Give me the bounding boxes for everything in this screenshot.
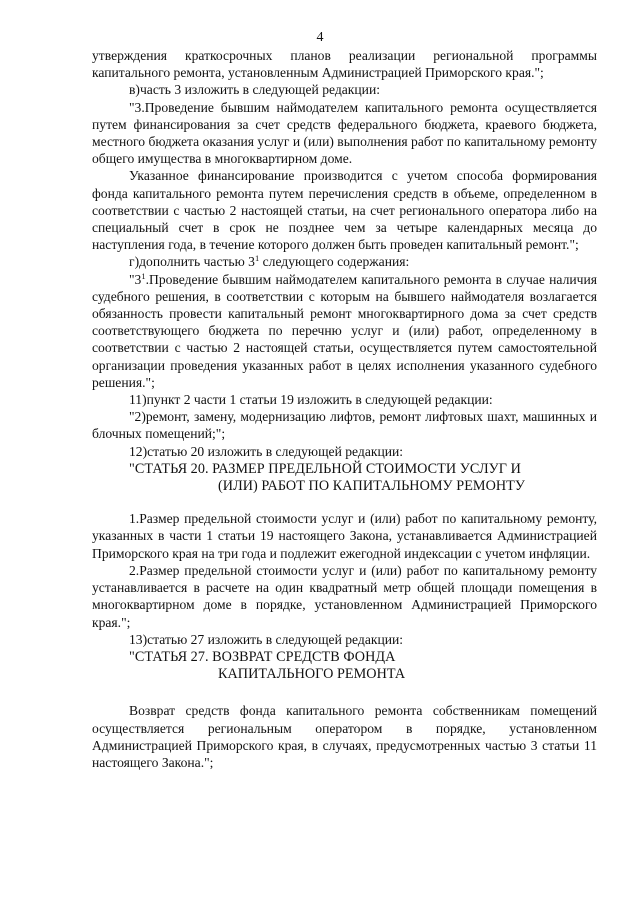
paragraph: Указанное финансирование производится с учетом способа формирования фонда капитального ремонта путем перечисления средств в объеме, определенном в соответствии с частью 2 настоящей статьи, на счет регионального оператора либо на специальный счет в срок не позднее чем за четыре календарных месяца до наступления года, в течение которого должен быть проведен капитальный ремонт."; (92, 168, 597, 253)
paragraph-text: .Проведение бывшим наймодателем капитального ремонта в случае наличия судебного решения, в соответствии с которым на бывшего наймодателя возлагается обязанность провести капитальный ремонт многоквартирного дома за счет средств соответствующего бюджета по перечню услуг и (или) работ, определенному в соответствии с частью 2 настоящей статьи, осуществляется путем самостоятельной организации проведения указанных работ в целях исполнения указанного судебного решения."; (92, 271, 597, 390)
paragraph: "2)ремонт, замену, модернизацию лифтов, ремонт лифтовых шахт, машинных и блочных помещений;"; (92, 409, 597, 442)
paragraph: 2.Размер предельной стоимости услуг и (или) работ по капитальному ремонту устанавливается в расчете на один квадратный метр общей площади помещения в многоквартирном доме в порядке, установленном Администрацией Приморского края."; (92, 562, 597, 630)
paragraph: "3.Проведение бывшим наймодателем капитального ремонта осуществляется путем финансирования за счет средств федерального бюджета, краевого бюджета, местного бюджета оказания услуг и (или) выполнения работ по капитальному ремонту общего имущества в многоквартирном доме. (92, 99, 597, 167)
spacer (92, 683, 597, 702)
paragraph: Возврат средств фонда капитального ремонта собственникам помещений осуществляется региональным оператором в порядке, установленном Администрацией Приморского края, в случаях, предусмотренных частью 3 статьи 11 настоящего Закона."; (92, 703, 597, 770)
paragraph: 1.Размер предельной стоимости услуг и (или) работ по капитальному ремонту, указанных в части 1 статьи 19 настоящего Закона, устанавливается Администрацией Приморского края на три года и подлежит ежегодной индексации с учетом инфляции. (92, 511, 597, 561)
paragraph: 13)статью 27 изложить в следующей редакции: (129, 631, 404, 647)
paragraph (92, 271, 597, 391)
article-heading: "СТАТЬЯ 27. ВОЗВРАТ СРЕДСТВ ФОНДА (129, 648, 396, 665)
page-number: 4 (316, 30, 324, 45)
article-heading: (ИЛИ) РАБОТ ПО КАПИТАЛЬНОМУ РЕМОНТУ (218, 478, 525, 495)
superscript: 1 (254, 253, 260, 264)
paragraph-text: следующего содержания: (259, 254, 410, 270)
paragraph-text: г)дополнить частью 3 (129, 254, 255, 270)
paragraph: 12)статью 20 изложить в следующей редакции: (129, 443, 404, 459)
paragraph (92, 253, 597, 270)
paragraph-text: "3 (129, 271, 142, 287)
paragraph: 11)пункт 2 части 1 статьи 19 изложить в следующей редакции: (129, 392, 493, 408)
paragraph: утверждения краткосрочных планов реализации региональной программы капитального ремонта, установленным Администрацией Приморского края."; (92, 48, 597, 81)
document-body (92, 47, 597, 771)
spacer (92, 495, 597, 510)
article-heading: КАПИТАЛЬНОГО РЕМОНТА (218, 666, 406, 683)
article-heading: "СТАТЬЯ 20. РАЗМЕР ПРЕДЕЛЬНОЙ СТОИМОСТИ УСЛУГ И (129, 460, 521, 477)
superscript: 1 (141, 270, 146, 281)
paragraph: в)часть 3 изложить в следующей редакции: (129, 82, 381, 98)
